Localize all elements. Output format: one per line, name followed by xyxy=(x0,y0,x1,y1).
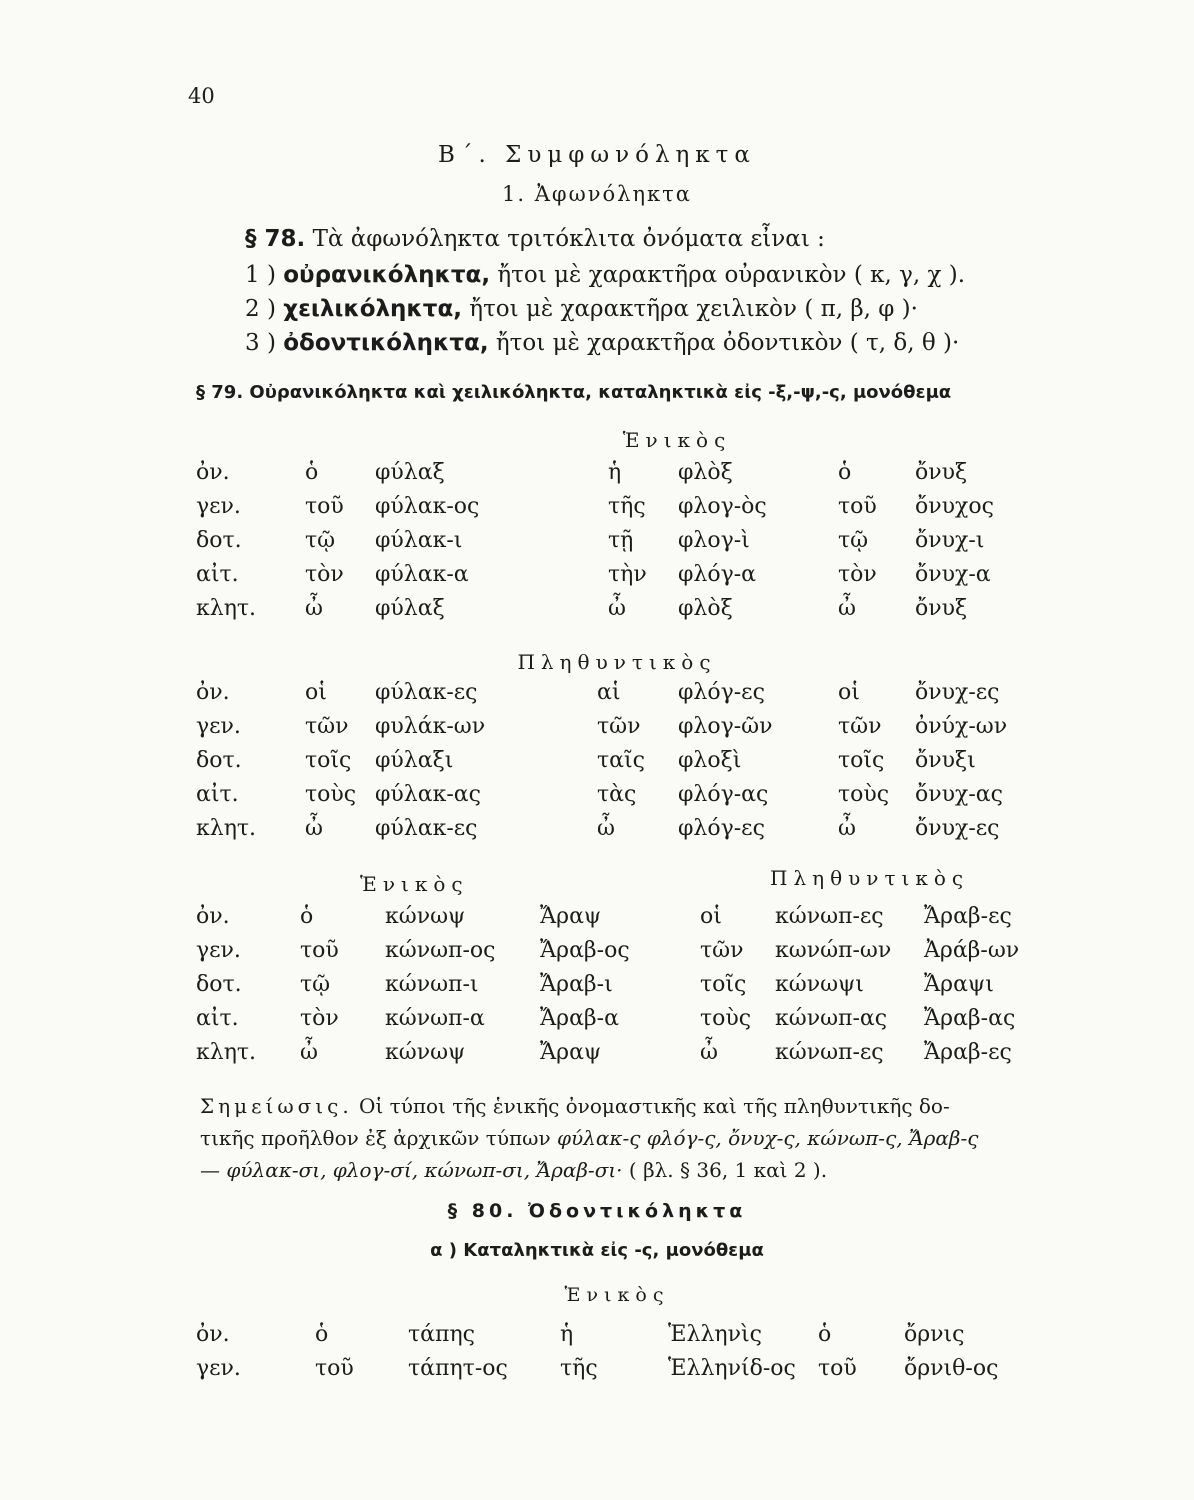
table-cell: ὁ xyxy=(838,460,852,485)
table1-singular-label: Ἑνικὸς xyxy=(622,428,732,452)
table-cell: κώνωψι xyxy=(775,972,864,997)
table-cell: ὄνυχος xyxy=(915,494,994,519)
case-label: γεν. xyxy=(196,494,241,519)
table-cell: τῇ xyxy=(608,528,634,553)
table-cell: τὸν xyxy=(838,562,877,587)
table-cell: τῷ xyxy=(838,528,869,553)
table-cell: Ἄραβ-ες xyxy=(924,904,1012,929)
case-label: κλητ. xyxy=(196,816,257,841)
table-cell: φλογ-ῶν xyxy=(678,714,773,739)
table-cell: κώνωψ xyxy=(385,1040,466,1065)
para-78-text: Τὰ ἀφωνόληκτα τριτόκλιτα ὀνόματα εἶναι : xyxy=(312,226,825,252)
item-desc: ἤτοι μὲ χαρακτῆρα χειλικὸν ( π, β, φ )· xyxy=(469,296,918,322)
table-cell: τῶν xyxy=(838,714,882,739)
table-cell: τὰς xyxy=(597,782,637,807)
item-term: οὐρανικόληκτα, xyxy=(283,262,491,288)
table-cell: κώνωπ-ες xyxy=(775,1040,884,1065)
note xyxy=(200,1090,1040,1186)
note-label: Σημείωσις. xyxy=(200,1094,353,1118)
table-cell: ὀνύχ-ων xyxy=(915,714,1008,739)
para-78-label: § 78. xyxy=(245,226,306,252)
table-cell: τοὺς xyxy=(700,1006,752,1031)
table-cell: φύλαξ xyxy=(375,596,445,621)
table-cell: τῆς xyxy=(560,1356,598,1381)
case-label: αἰτ. xyxy=(196,1006,239,1031)
table-cell: ὄνυχ-ας xyxy=(915,782,1003,807)
para-78-item xyxy=(245,330,959,356)
note-line-3 xyxy=(200,1154,1040,1186)
table-cell: τοὺς xyxy=(838,782,890,807)
table-cell: φλοξὶ xyxy=(678,748,742,773)
table-cell: φλογ-ὶ xyxy=(678,528,750,553)
para-80-singular-label: Ἑνικὸς xyxy=(564,1284,670,1306)
table-cell: τοῦ xyxy=(305,494,344,519)
note-text: Οἱ τύποι τῆς ἑνικῆς ὀνομαστικῆς καὶ τῆς πληθυντικῆς δο- xyxy=(359,1094,950,1118)
table-cell: φλόγ-ες xyxy=(678,680,765,705)
case-label: γεν. xyxy=(196,1356,241,1381)
table-cell: τοῖς xyxy=(305,748,352,773)
table-cell: φλὸξ xyxy=(678,460,733,485)
case-label: γεν. xyxy=(196,714,241,739)
table-cell: τῶν xyxy=(597,714,641,739)
para-78-item xyxy=(245,296,918,322)
item-desc: ἤτοι μὲ χαρακτῆρα οὐρανικὸν ( κ, γ, χ ). xyxy=(497,262,966,288)
table-cell: φυλάκ-ων xyxy=(375,714,486,739)
table-cell: Ἄραψι xyxy=(924,972,994,997)
case-label: δοτ. xyxy=(196,528,242,553)
table-cell: τάπητ-ος xyxy=(408,1356,508,1381)
table-cell: κώνωπ-ι xyxy=(385,972,479,997)
table-cell: ὦ xyxy=(838,816,856,841)
item-number: 2 ) xyxy=(245,296,276,322)
table-cell: ὦ xyxy=(300,1040,318,1065)
table-cell: Ἄραψ xyxy=(540,904,602,929)
table-cell: Ἄραβ-ας xyxy=(924,1006,1016,1031)
table-cell: τοῦ xyxy=(300,938,339,963)
table-cell: ὄνυξι xyxy=(915,748,976,773)
table-cell: φλόγ-ας xyxy=(678,782,769,807)
table2-singular-label: Ἑνικὸς xyxy=(360,872,469,896)
table-cell: ἡ xyxy=(560,1322,574,1347)
table-cell: τοῦ xyxy=(818,1356,857,1381)
table-cell: αἱ xyxy=(597,680,621,705)
note-text: τικῆς προῆλθον ἐξ ἀρχικῶν τύπων xyxy=(200,1126,551,1150)
table-cell: ὄνυξ xyxy=(915,460,968,485)
case-label: αἰτ. xyxy=(196,782,239,807)
case-label: ὀν. xyxy=(196,904,230,929)
table-cell: ὦ xyxy=(838,596,856,621)
table-cell: ὄρνις xyxy=(904,1322,965,1347)
table-cell: κώνωπ-ας xyxy=(775,1006,888,1031)
table-cell: ὁ xyxy=(315,1322,329,1347)
table-cell: κώνωπ-ος xyxy=(385,938,496,963)
case-label: γεν. xyxy=(196,938,241,963)
note-text: ( βλ. § 36, 1 καὶ 2 ). xyxy=(628,1158,828,1182)
case-label: κλητ. xyxy=(196,1040,257,1065)
case-label: δοτ. xyxy=(196,972,242,997)
case-label: δοτ. xyxy=(196,748,242,773)
para-78-item xyxy=(245,262,965,288)
table-cell: φλόγ-α xyxy=(678,562,757,587)
table-cell: τοὺς xyxy=(305,782,357,807)
table-cell: Ἄραβ-α xyxy=(540,1006,619,1031)
table-cell: τῶν xyxy=(305,714,349,739)
table-cell: κωνώπ-ων xyxy=(775,938,892,963)
table1-plural-label: Πληθυντικὸς xyxy=(517,650,717,674)
para-80-heading: § 80. Ὀδοντικόληκτα xyxy=(447,1200,747,1222)
table-cell: Ἄραβ-ες xyxy=(924,1040,1012,1065)
para-78-intro xyxy=(245,226,825,252)
note-italic: φύλακ-ς φλόγ-ς, ὄνυχ-ς, κώνωπ-ς, Ἄραβ-ς xyxy=(557,1126,979,1150)
table-cell: ὄνυχ-α xyxy=(915,562,991,587)
note-italic: — φύλακ-σι, φλογ-σί, κώνωπ-σι, Ἄραβ-σι· xyxy=(200,1158,623,1182)
table-cell: ὄνυχ-ι xyxy=(915,528,985,553)
table-cell: φλογ-ὸς xyxy=(678,494,767,519)
table-cell: φύλακ-ι xyxy=(375,528,463,553)
table-cell: ὦ xyxy=(608,596,626,621)
item-term: ὀδοντικόληκτα, xyxy=(283,330,489,356)
para-79-heading: § 79. Οὐρανικόληκτα καὶ χειλικόληκτα, καταληκτικὰ εἰς -ξ,-ψ,-ς, μονόθεμα xyxy=(196,382,952,403)
para-80-subheading: α ) Καταληκτικὰ εἰς -ς, μονόθεμα xyxy=(430,1240,764,1261)
note-line-2 xyxy=(200,1122,1040,1154)
table-cell: οἱ xyxy=(305,680,327,705)
table-cell: τῆς xyxy=(608,494,646,519)
table-cell: ὦ xyxy=(597,816,615,841)
item-desc: ἤτοι μὲ χαρακτῆρα ὀδοντικὸν ( τ, δ, θ )· xyxy=(495,330,960,356)
table-cell: οἱ xyxy=(700,904,722,929)
table-cell: Ἀράβ-ων xyxy=(924,938,1020,963)
table-cell: τὸν xyxy=(305,562,344,587)
table-cell: Ἄραβ-ος xyxy=(540,938,630,963)
page-number: 40 xyxy=(188,84,215,108)
table-cell: τοῖς xyxy=(700,972,747,997)
table-cell: οἱ xyxy=(838,680,860,705)
table-cell: κώνωπ-ες xyxy=(775,904,884,929)
case-label: κλητ. xyxy=(196,596,257,621)
table-cell: φύλακ-ες xyxy=(375,680,478,705)
table-cell: ὦ xyxy=(700,1040,718,1065)
case-label: ὀν. xyxy=(196,680,230,705)
section-title: Β΄. Συμφωνόληκτα xyxy=(438,142,756,168)
table-cell: ἡ xyxy=(608,460,622,485)
table-cell: ὄρνιθ-ος xyxy=(904,1356,999,1381)
table-cell: Ἑλληνὶς xyxy=(668,1322,762,1347)
table-cell: φύλαξι xyxy=(375,748,454,773)
table-cell: ὄνυχ-ες xyxy=(915,816,1000,841)
table-cell: φύλακ-α xyxy=(375,562,469,587)
case-label: ὀν. xyxy=(196,460,230,485)
table2-plural-label: Πληθυντικὸς xyxy=(770,866,970,890)
table-cell: φύλαξ xyxy=(375,460,445,485)
table-cell: ὄνυχ-ες xyxy=(915,680,1000,705)
subsection-title: 1. Ἀφωνόληκτα xyxy=(502,182,692,206)
note-line-1 xyxy=(200,1090,1040,1122)
table-cell: Ἄραψ xyxy=(540,1040,602,1065)
table-cell: φύλακ-ες xyxy=(375,816,478,841)
table-cell: ὁ xyxy=(818,1322,832,1347)
table-cell: τοῖς xyxy=(838,748,885,773)
table-cell: τάπης xyxy=(408,1322,475,1347)
table-cell: ὄνυξ xyxy=(915,596,968,621)
table-cell: Ἄραβ-ι xyxy=(540,972,613,997)
table-cell: ὁ xyxy=(300,904,314,929)
item-number: 1 ) xyxy=(245,262,276,288)
table-cell: τοῦ xyxy=(315,1356,354,1381)
table-cell: τῶν xyxy=(700,938,744,963)
table-cell: τὸν xyxy=(300,1006,339,1031)
table-cell: ταῖς xyxy=(597,748,645,773)
table-cell: ὁ xyxy=(305,460,319,485)
table-cell: ὦ xyxy=(305,596,323,621)
item-term: χειλικόληκτα, xyxy=(283,296,462,322)
table-cell: φύλακ-ας xyxy=(375,782,481,807)
table-cell: κώνωψ xyxy=(385,904,466,929)
item-number: 3 ) xyxy=(245,330,276,356)
table-cell: τῷ xyxy=(305,528,336,553)
table-cell: τὴν xyxy=(608,562,647,587)
table-cell: φλόγ-ες xyxy=(678,816,765,841)
table-cell: Ἑλληνίδ-ος xyxy=(668,1356,796,1381)
table-cell: τῷ xyxy=(300,972,331,997)
table-cell: φλὸξ xyxy=(678,596,733,621)
table-cell: φύλακ-ος xyxy=(375,494,480,519)
table-cell: τοῦ xyxy=(838,494,877,519)
case-label: ὀν. xyxy=(196,1322,230,1347)
table-cell: κώνωπ-α xyxy=(385,1006,485,1031)
case-label: αἰτ. xyxy=(196,562,239,587)
table-cell: ὦ xyxy=(305,816,323,841)
